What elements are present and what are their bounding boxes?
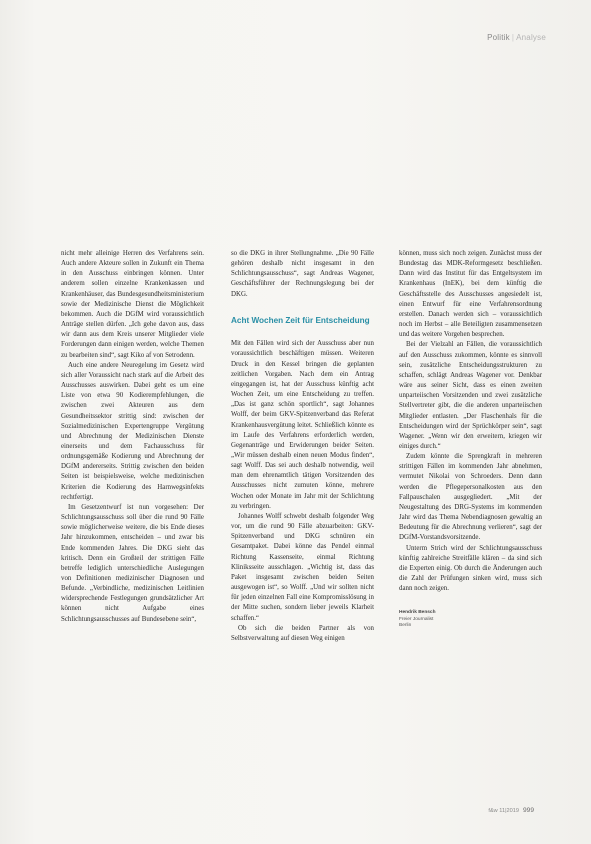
paragraph: nicht mehr alleinige Herren des Verfahrens sein. Auch andere Akteure sollen in Zukunft ein Thema in den Ausschuss einbringen können. Unter anderem sollen einzelne Krankenkassen und Krankenhäuser, das Bundesgesundheitsministerium sowie der Medizinische Dienst die Möglichkeit bekommen. Auch die DGfM wird voraussichtlich Anträge stellen dürfen. „Ich gehe davon aus, dass wir dann aus dem Kreis unserer Mitglieder viele Forderungen dann einigen werden, welche Themen zu bearbeiten sind“, sagt Kiko af von Setrodenn. (61, 250, 204, 359)
subsection-label: Analyse (516, 33, 546, 42)
paragraph: Ob sich die beiden Partner als von Selbstverwaltung auf diesen Weg einigen (231, 624, 374, 642)
section-separator: | (511, 33, 515, 42)
paragraph: können, muss sich noch zeigen. Zunächst muss der Bundestag das MDK-Reformgesetz beschließen. Dann wird das Institut für das Entgeltsystem im Krankenhaus (InEK), bei dem künftig die Geschäftsstelle des Ausschusses angesiedelt ist, einen Entwurf für eine Verfahrensordnung erstellen. Danach werden sich – voraussichtlich noch im Herbst – alle Beteiligten zusammensetzen und das weitere Vorgehen besprechen. (399, 250, 542, 339)
text-column-right (399, 249, 542, 629)
text-column-left (61, 249, 204, 625)
author-block (399, 610, 542, 629)
author-role: Freier Journalist (399, 616, 434, 622)
author-city: Berlin (399, 622, 412, 628)
section-label: Politik (487, 33, 510, 42)
paragraph: Auch eine andere Neuregelung im Gesetz wird sich aller Voraussicht nach stark auf die Arbeit des Ausschusses auswirken. Dabei geht es um eine Liste von etwa 90 Kodierempfehlungen, die zwischen zwei Akteuren aus dem Gesundheitssektor strittig sind: zwischen der Sozialmedizinischen Expertengruppe Vergütung und Abrechnung der Medizinischen Dienste einerseits und dem Fachausschuss für ordnungsgemäße Kodierung und Abrechnung der DGfM andererseits. Strittig zwischen den beiden Seiten ist beispielsweise, welche medizinischen Kriterien die Kodierung des Harnwegsinfekts rechtfertigt. (61, 361, 204, 501)
paragraph: Johannes Wolff schwebt deshalb folgender Weg vor, um die rund 90 Fälle abzuarbeiten: GKV-Spitzenverband und DKG schnüren ein Gesamtpaket. Dabei könne das Pendel einmal Richtung Kassenseite, einmal Richtung Kliniksseite ausschlagen. „Wichtig ist, dass das Paket insgesamt zwischen beiden Seiten ausgewogen ist“, so Wolff. „Und wir sollten nicht für jeden einzelnen Fall eine Kompromisslösung in der Mitte suchen, sondern lieber jeweils Klarheit schaffen.“ (231, 512, 374, 622)
paragraph: Im Gesetzentwurf ist nun vorgesehen: Der Schlichtungsausschuss soll über die rund 90 Fälle sowie möglicherweise weitere, die bis Ende dieses Jahr hinzukommen, entscheiden – und zwar bis Ende kommenden Jahres. Die DKG sieht das kritisch. Denn ein Großteil der strittigen Fälle betreffe lediglich unterschiedliche Auslegungen von Definitionen medizinischer Diagnosen und Befunde. „Verbindliche, medizinischen Leitlinien widersprechende Festlegungen grundsätzlicher Art können nicht Aufgabe eines Schlichtungsausschusses auf Bundesebene sein“, (61, 503, 204, 623)
paragraph: Mit den Fällen wird sich der Ausschuss aber nun voraussichtlich beschäftigen müssen. Weiteren Druck in den Kessel bringen die geplanten zeitlichen Vorgaben. Nach dem ein Antrag eingegangen ist, hat der Ausschuss künftig acht Wochen Zeit, um eine Entscheidung zu treffen. „Das ist ganz schön sportlich“, sagt Johannes Wolff, der beim GKV-Spitzenverband das Referat Krankenhausvergütung leitet. Schließlich könnte es im Laufe des Verfahrens erforderlich werden, Gegenanträge und Erwiderungen beider Seiten. „Wir müssen deshalb einen neuen Modus finden“, sagt Wolff. Das sei auch deshalb notwendig, weil man dem ehrenamtlich tätigen Vorsitzenden des Ausschusses nicht zumuten könne, mehrere Wochen oder Monate im Jahr mit der Schlichtung zu verbringen. (231, 340, 374, 510)
section-header (487, 33, 546, 42)
text-column-middle (231, 249, 374, 644)
paragraph: Bei der Vielzahl an Fällen, die voraussichtlich auf den Ausschuss zukommen, könnte es sinnvoll sein, zusätzliche Entscheidungsstrukturen zu schaffen, schlägt Andreas Wagener vor. Denkbar wäre aus seiner Sicht, dass es einen zweiten unparteiischen Vorsitzenden und zwei zusätzliche Stellvertreter gibt, die die anderen unparteiischen Mitglieder entlasten. „Der Flaschenhals für die Entscheidungen wird der Sprüchkörper sein“, sagt Wagener. „Wenn wir den erweitern, kriegen wir einiges durch.“ (399, 341, 542, 450)
page-footer (488, 807, 534, 814)
paragraph: Unterm Strich wird der Schlichtungsausschuss künftig zahlreiche Streitfälle klären – da sind sich die Experten einig. Ob durch die Änderungen auch die Zahl der Prüfungen sinken wird, muss sich dann noch zeigen. (399, 544, 542, 593)
paragraph: Zudem könnte die Sprengkraft in mehreren strittigen Fällen im kommenden Jahr abnehmen, vermutet Nikolai von Schroeders. Denn dann werden die Pflegepersonalkosten aus den Fallpauschalen ausgegliedert. „Mit der Neugestaltung des DRG-Systems im kommenden Jahr wird das Thema Nebendiagnosen gewaltig an Bedeutung für die Abrechnung verlieren“, sagt der DGfM-Vorstandsvorsitzende. (399, 453, 542, 542)
issue-label: f&w 11|2019 (488, 808, 519, 814)
author-name: Hendrik Bensch (399, 610, 436, 616)
paragraph: so die DKG in ihrer Stellungnahme. „Die 90 Fälle gehören deshalb nicht insgesamt in den Schlichtungsausschuss“, sagt Andreas Wagener, Geschäftsführer der Rechnungslegung bei der DKG. (231, 250, 374, 298)
subheading: Acht Wochen Zeit für Entscheidung (231, 315, 370, 325)
page-number: 999 (522, 807, 534, 814)
